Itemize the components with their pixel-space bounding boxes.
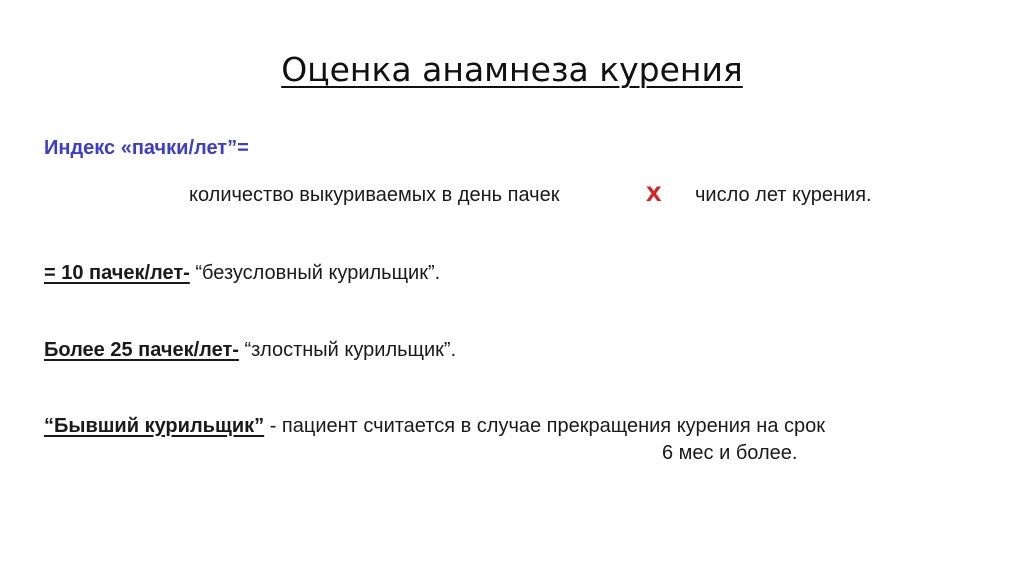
definition-text: - пациент считается в случае прекращения курения на срок [264, 415, 826, 437]
definition-row-former-smoker [44, 415, 825, 438]
index-label: Индекс «пачки/лет”= [44, 137, 249, 159]
definition-text: “злостный курильщик”. [238, 339, 457, 361]
definition-continuation: 6 мес и более. [662, 442, 798, 464]
formula-right-text: число лет курения. [695, 184, 872, 206]
formula-left-text: количество выкуриваемых в день пачек [189, 184, 560, 206]
definition-row-10-packs [44, 262, 440, 285]
definition-term: = 10 пачек/лет- [44, 262, 190, 284]
slide-title: Оценка анамнеза курения [281, 50, 743, 89]
definition-term: “Бывший курильщик” [44, 415, 265, 437]
definition-row-25-packs [44, 339, 456, 362]
multiplication-operator: х [646, 176, 662, 207]
definition-term: Более 25 пачек/лет- [44, 339, 239, 361]
definition-text: “безусловный курильщик”. [189, 262, 441, 284]
